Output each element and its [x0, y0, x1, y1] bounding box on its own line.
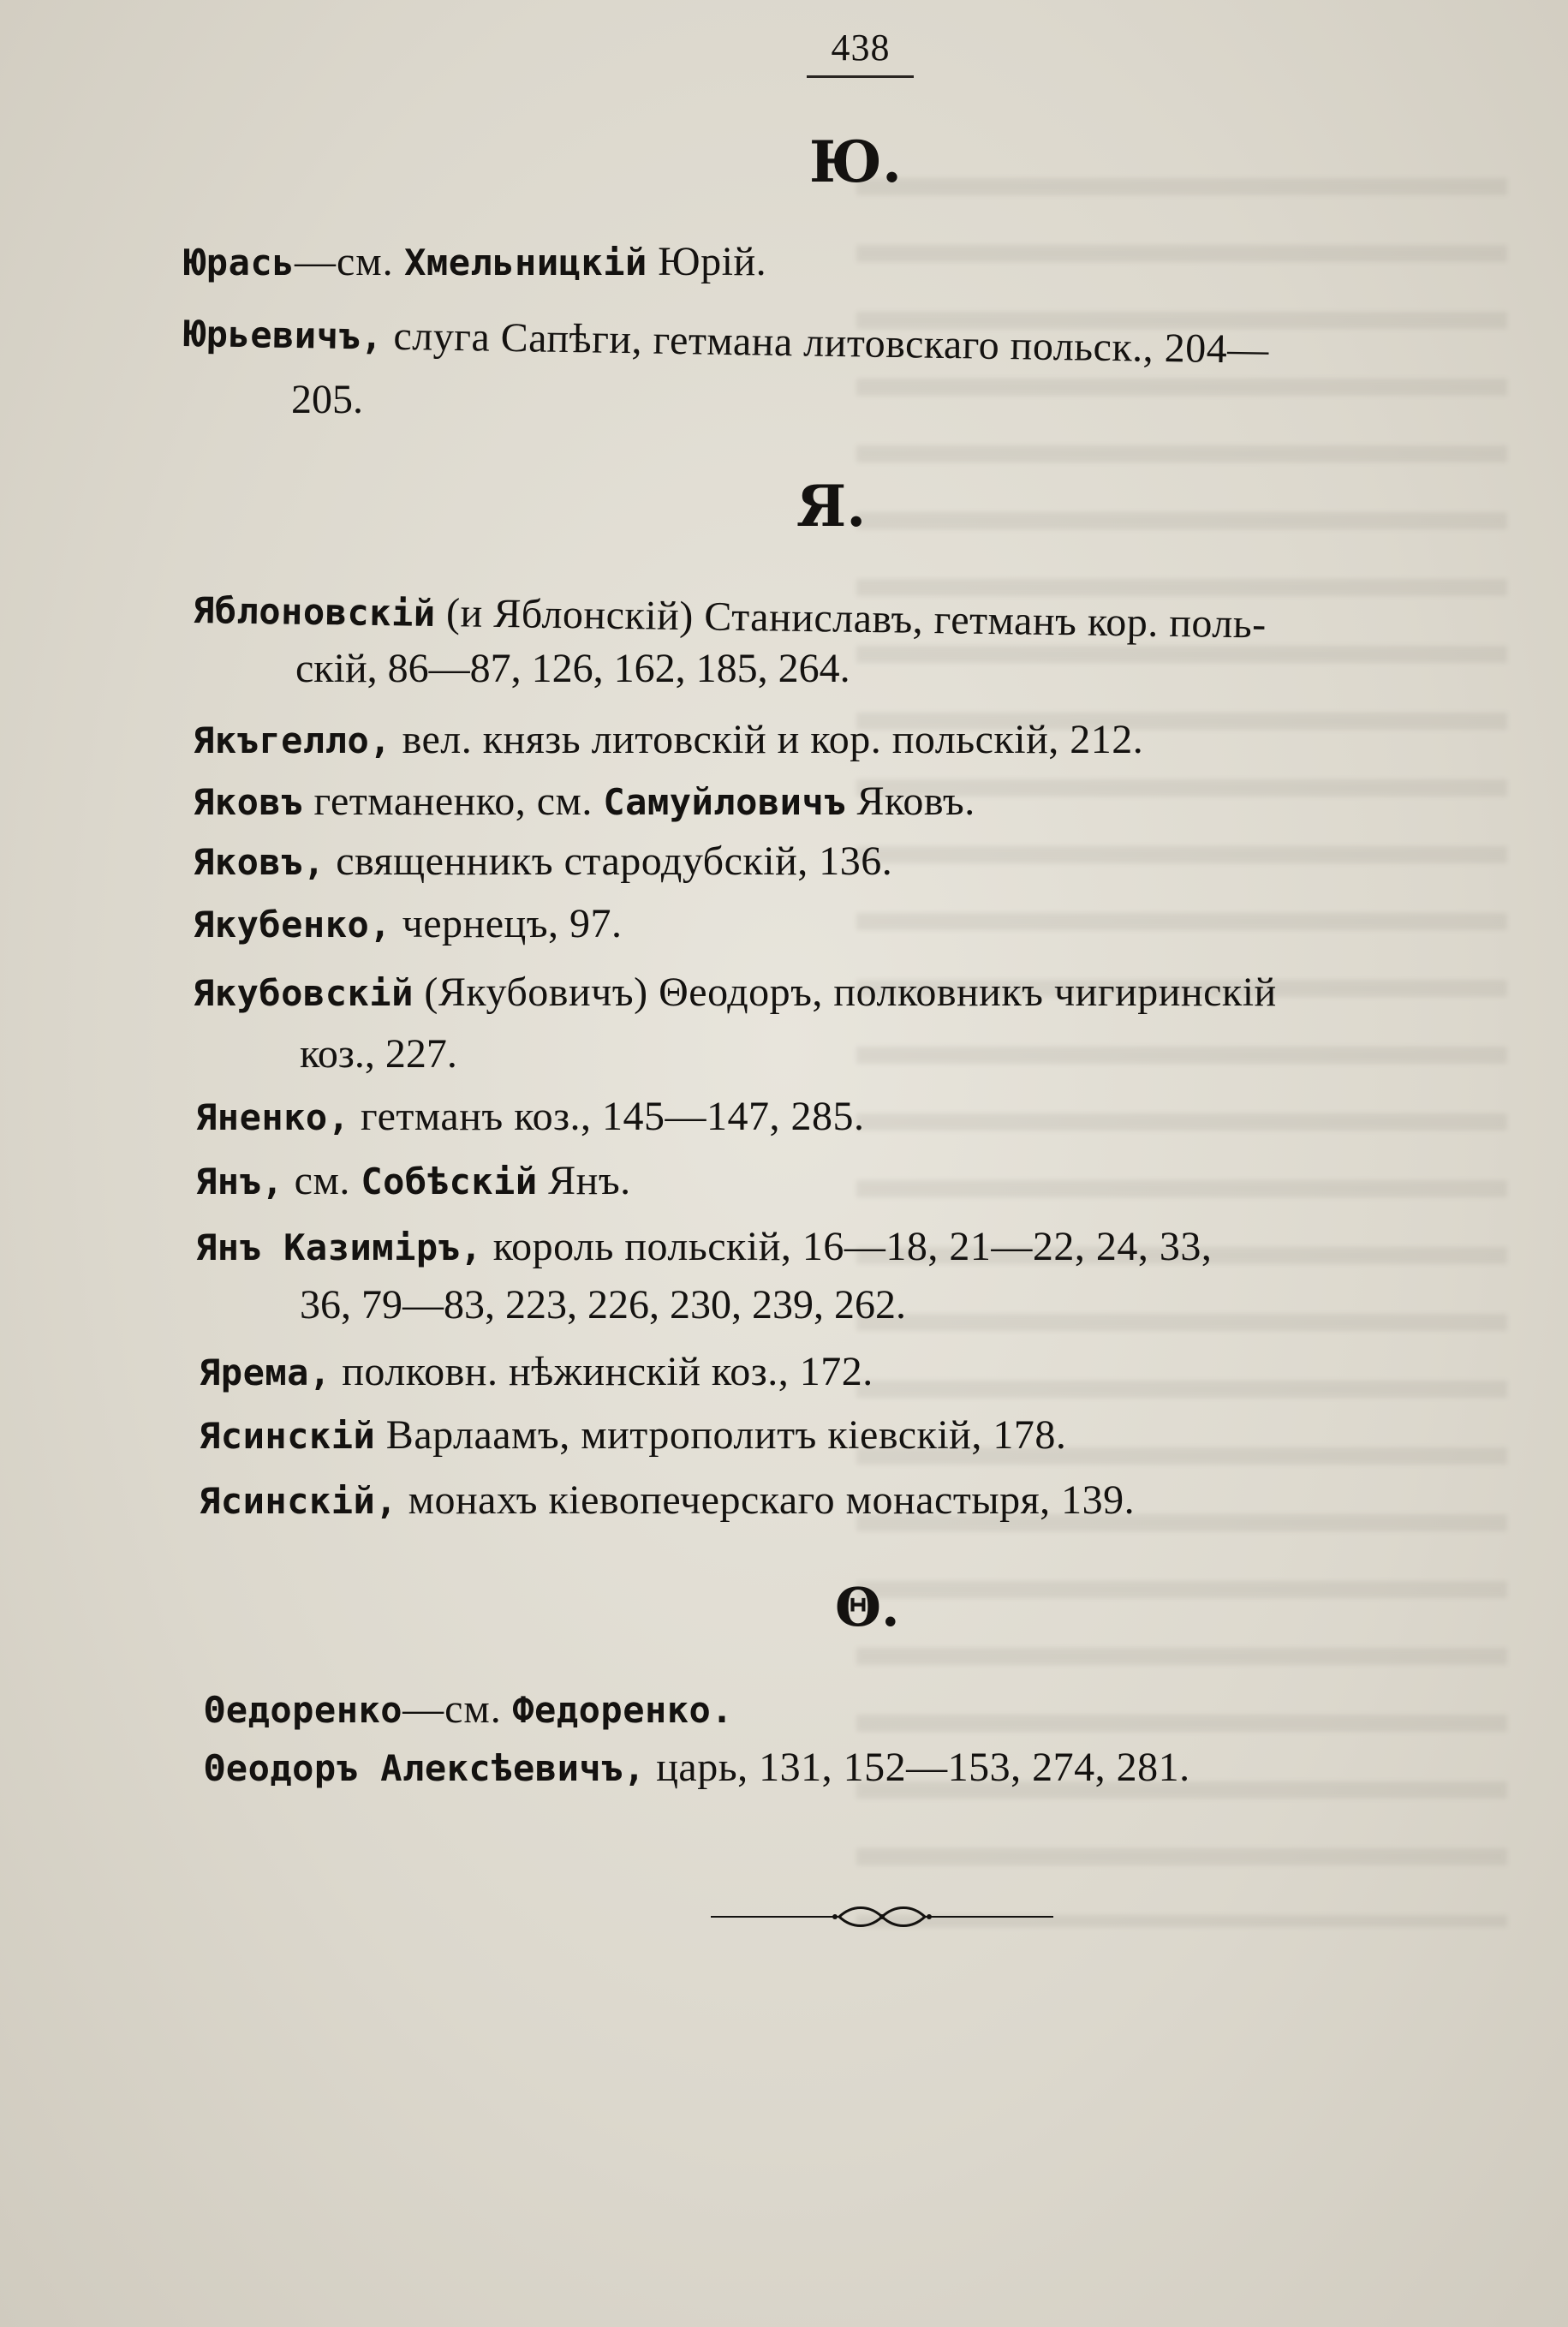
entry-headword: Яненко, [195, 1096, 350, 1138]
entry-text: Варлаамъ, митрополитъ кіевскій, 178. [385, 1412, 1067, 1458]
index-entry [199, 1351, 873, 1393]
entry-reference: Федоренко. [512, 1689, 734, 1731]
show-through-text [856, 128, 1507, 1927]
entry-tail: Яковъ. [856, 779, 975, 824]
entry-headword: Якубенко, [193, 904, 392, 946]
entry-headword: Якубовскій [193, 972, 414, 1014]
index-entry [199, 1412, 1067, 1458]
entry-headword: Ясинскій, [199, 1480, 398, 1522]
entry-headword: Ясинскій [199, 1415, 376, 1457]
entry-tail: Янъ. [548, 1158, 631, 1203]
entry-headword: Яковъ, [193, 841, 325, 883]
entry-text: см. [294, 1158, 350, 1203]
entry-reference: Собѣскій [361, 1161, 538, 1202]
index-entry [195, 1226, 1212, 1268]
entry-text: король польскій, 16—18, 21—22, 24, 33, [492, 1224, 1213, 1269]
index-entry [193, 589, 1267, 646]
entry-headword: Янъ Казиміръ, [195, 1226, 483, 1268]
index-entry [193, 838, 893, 884]
section-letter-fita: Θ. [835, 1576, 900, 1638]
index-entry [193, 781, 975, 822]
entry-text: гетманенко, см. [313, 779, 593, 824]
entry-text: священникъ стародубскій, 136. [336, 838, 893, 884]
entry-see: —см. [402, 1686, 502, 1732]
entry-see: —см. [294, 239, 394, 284]
page-number-rule [807, 75, 914, 78]
entry-reference: Самуйловичъ [603, 781, 847, 823]
index-entry [193, 901, 623, 946]
entry-text: вел. князь литовскій и кор. польскій, 212. [402, 717, 1144, 762]
entry-continuation: 36, 79—83, 223, 226, 230, 239, 262. [300, 1282, 906, 1328]
entry-text: слуга Сапѣги, гетмана литовскаго польск., 204— [393, 313, 1270, 373]
entry-tail: Юрій. [658, 239, 767, 284]
page-number: 438 [831, 27, 891, 69]
entry-headword: Якъгелло, [193, 719, 392, 761]
index-entry [204, 1686, 734, 1732]
entry-text: полковн. нѣжинскій коз., 172. [342, 1349, 873, 1394]
entry-headword: Θеодоръ Алексѣевичъ, [204, 1747, 646, 1789]
index-entry [199, 1477, 1136, 1523]
entry-headword: Ярема, [199, 1351, 331, 1393]
index-entry [184, 239, 767, 284]
entry-text: царь, 131, 152—153, 274, 281. [656, 1745, 1190, 1790]
index-entry [193, 972, 1277, 1013]
ornament-rule-icon [711, 1901, 1053, 1932]
entry-text: (Якубовичъ) Θеодоръ, полковникъ чигиринскій [424, 970, 1277, 1015]
entry-continuation: 205. [291, 377, 363, 422]
entry-headword: Янъ, [195, 1161, 284, 1202]
entry-text: (и Яблонскій) Станиславъ, гетманъ кор. поль- [445, 590, 1267, 647]
entry-headword: Юрьевичъ, [183, 313, 384, 358]
entry-text: гетманъ коз., 145—147, 285. [361, 1094, 865, 1139]
entry-reference: Хмельницкій [404, 242, 647, 283]
section-letter-ya: Я. [796, 473, 867, 540]
section-letter-yu: Ю. [809, 128, 902, 195]
index-entry [195, 1158, 631, 1203]
entry-continuation: скій, 86—87, 126, 162, 185, 264. [295, 646, 850, 691]
entry-continuation: коз., 227. [300, 1031, 457, 1077]
entry-headword: Θедоренко [204, 1689, 403, 1731]
index-entry [195, 1096, 865, 1137]
entry-headword: Яблоновскій [192, 589, 436, 635]
index-entry [193, 719, 1143, 761]
entry-headword: Юрась [184, 242, 295, 283]
entry-text: монахъ кіевопечерскаго монастыря, 139. [408, 1477, 1136, 1523]
index-entry [184, 313, 1270, 371]
index-entry [204, 1747, 1190, 1788]
entry-headword: Яковъ [193, 781, 303, 823]
entry-text: чернецъ, 97. [402, 901, 623, 946]
